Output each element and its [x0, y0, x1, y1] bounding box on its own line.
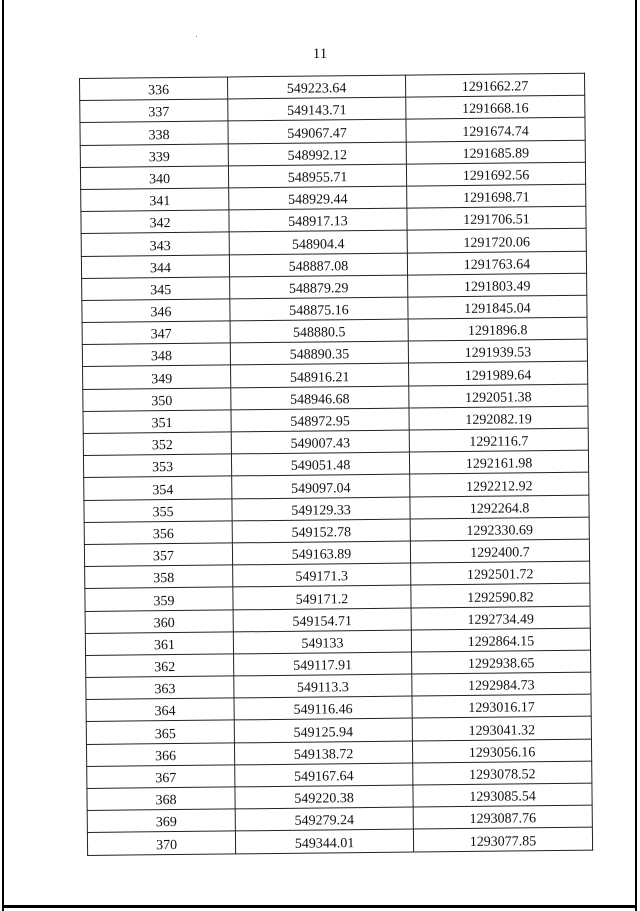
y-coordinate-cell: 1292212.92 — [410, 473, 589, 497]
y-coordinate-cell: 1291845.04 — [408, 295, 587, 319]
y-coordinate-cell: 1291692.56 — [406, 162, 585, 186]
y-coordinate-cell: 1292116.7 — [409, 428, 588, 452]
y-coordinate-cell: 1291662.27 — [405, 73, 584, 97]
y-coordinate-cell: 1292264.8 — [410, 495, 589, 519]
point-number-cell: 341 — [81, 188, 229, 212]
x-coordinate-cell: 548904.4 — [229, 230, 407, 254]
x-coordinate-cell: 548946.68 — [231, 386, 409, 410]
y-coordinate-cell: 1291763.64 — [407, 251, 586, 275]
y-coordinate-cell: 1292938.65 — [412, 650, 591, 674]
x-coordinate-cell: 549117.91 — [234, 652, 412, 676]
point-number-cell: 366 — [86, 743, 234, 767]
x-coordinate-cell: 549125.94 — [234, 718, 412, 742]
y-coordinate-cell: 1293077.85 — [413, 828, 592, 852]
page-number: 11 — [312, 46, 328, 62]
point-number-cell: 338 — [80, 121, 228, 145]
y-coordinate-cell: 1292864.15 — [411, 628, 590, 652]
x-coordinate-cell: 549097.04 — [232, 474, 410, 498]
y-coordinate-cell: 1292051.38 — [409, 384, 588, 408]
y-coordinate-cell: 1291989.64 — [409, 362, 588, 386]
x-coordinate-cell: 548916.21 — [231, 364, 409, 388]
point-number-cell: 342 — [81, 210, 229, 234]
point-number-cell: 363 — [86, 676, 234, 700]
x-coordinate-cell: 549344.01 — [235, 829, 413, 853]
y-coordinate-cell: 1292590.82 — [411, 583, 590, 607]
y-coordinate-cell: 1293087.76 — [413, 805, 592, 829]
point-number-cell: 351 — [83, 410, 231, 434]
scan-speck — [196, 36, 197, 37]
point-number-cell: 360 — [85, 609, 233, 633]
y-coordinate-cell: 1291668.16 — [406, 95, 585, 119]
x-coordinate-cell: 549007.43 — [231, 430, 409, 454]
point-number-cell: 340 — [80, 166, 228, 190]
y-coordinate-cell: 1293056.16 — [412, 739, 591, 763]
point-number-cell: 352 — [83, 432, 231, 456]
x-coordinate-cell: 548880.5 — [230, 319, 408, 343]
x-coordinate-cell: 548929.44 — [229, 186, 407, 210]
x-coordinate-cell: 549129.33 — [232, 497, 410, 521]
x-coordinate-cell: 548875.16 — [230, 297, 408, 321]
x-coordinate-cell: 549279.24 — [235, 807, 413, 831]
x-coordinate-cell: 548890.35 — [230, 341, 408, 365]
y-coordinate-cell: 1293016.17 — [412, 694, 591, 718]
y-coordinate-cell: 1292082.19 — [409, 406, 588, 430]
point-number-cell: 365 — [86, 720, 234, 744]
x-coordinate-cell: 549138.72 — [234, 741, 412, 765]
y-coordinate-cell: 1292734.49 — [411, 606, 590, 630]
x-coordinate-cell: 549171.2 — [233, 585, 411, 609]
scan-bottom-border — [2, 905, 637, 908]
x-coordinate-cell: 549143.71 — [228, 97, 406, 121]
point-number-cell: 364 — [86, 698, 234, 722]
y-coordinate-cell: 1291685.89 — [406, 140, 585, 164]
x-coordinate-cell: 549051.48 — [231, 452, 409, 476]
x-coordinate-cell: 549163.89 — [232, 541, 410, 565]
point-number-cell: 361 — [85, 632, 233, 656]
point-number-cell: 368 — [87, 787, 235, 811]
scan-right-border — [635, 0, 637, 911]
y-coordinate-cell: 1291939.53 — [408, 339, 587, 363]
y-coordinate-cell: 1292161.98 — [409, 450, 588, 474]
x-coordinate-cell: 548955.71 — [228, 164, 406, 188]
y-coordinate-cell: 1293085.54 — [413, 783, 592, 807]
point-number-cell: 367 — [87, 765, 235, 789]
point-number-cell: 347 — [82, 321, 230, 345]
x-coordinate-cell: 549152.78 — [232, 519, 410, 543]
point-number-cell: 350 — [83, 388, 231, 412]
x-coordinate-cell: 549167.64 — [235, 763, 413, 787]
point-number-cell: 369 — [87, 809, 235, 833]
point-number-cell: 344 — [81, 254, 229, 278]
y-coordinate-cell: 1291706.51 — [407, 206, 586, 230]
point-number-cell: 359 — [85, 587, 233, 611]
x-coordinate-cell: 549133 — [233, 630, 411, 654]
point-number-cell: 345 — [82, 277, 230, 301]
coordinates-table — [79, 73, 593, 856]
y-coordinate-cell: 1291803.49 — [408, 273, 587, 297]
point-number-cell: 343 — [81, 232, 229, 256]
y-coordinate-cell: 1291896.8 — [408, 317, 587, 341]
x-coordinate-cell: 549223.64 — [227, 75, 405, 99]
y-coordinate-cell: 1292501.72 — [411, 561, 590, 585]
x-coordinate-cell: 549116.46 — [234, 696, 412, 720]
table-row — [87, 828, 592, 855]
y-coordinate-cell: 1292330.69 — [410, 517, 589, 541]
point-number-cell: 354 — [84, 476, 232, 500]
x-coordinate-cell: 548972.95 — [231, 408, 409, 432]
y-coordinate-cell: 1291698.71 — [407, 184, 586, 208]
coordinates-table-container — [79, 73, 593, 856]
y-coordinate-cell: 1292400.7 — [410, 539, 589, 563]
point-number-cell: 370 — [87, 831, 235, 855]
point-number-cell: 337 — [80, 99, 228, 123]
y-coordinate-cell: 1291720.06 — [407, 229, 586, 253]
x-coordinate-cell: 549067.47 — [228, 119, 406, 143]
x-coordinate-cell: 549171.3 — [233, 563, 411, 587]
point-number-cell: 348 — [82, 343, 230, 367]
y-coordinate-cell: 1293078.52 — [413, 761, 592, 785]
point-number-cell: 349 — [83, 365, 231, 389]
point-number-cell: 355 — [84, 498, 232, 522]
x-coordinate-cell: 549154.71 — [233, 608, 411, 632]
x-coordinate-cell: 549220.38 — [235, 785, 413, 809]
point-number-cell: 362 — [86, 654, 234, 678]
point-number-cell: 339 — [80, 144, 228, 168]
x-coordinate-cell: 548992.12 — [228, 142, 406, 166]
point-number-cell: 336 — [80, 77, 228, 101]
y-coordinate-cell: 1291674.74 — [406, 118, 585, 142]
y-coordinate-cell: 1292984.73 — [412, 672, 591, 696]
point-number-cell: 353 — [83, 454, 231, 478]
x-coordinate-cell: 549113.3 — [234, 674, 412, 698]
x-coordinate-cell: 548879.29 — [230, 275, 408, 299]
x-coordinate-cell: 548917.13 — [229, 208, 407, 232]
point-number-cell: 356 — [84, 521, 232, 545]
coordinates-table-body — [80, 73, 593, 855]
point-number-cell: 357 — [84, 543, 232, 567]
point-number-cell: 358 — [85, 565, 233, 589]
point-number-cell: 346 — [82, 299, 230, 323]
y-coordinate-cell: 1293041.32 — [412, 717, 591, 741]
x-coordinate-cell: 548887.08 — [229, 253, 407, 277]
scan-left-border — [2, 0, 4, 911]
